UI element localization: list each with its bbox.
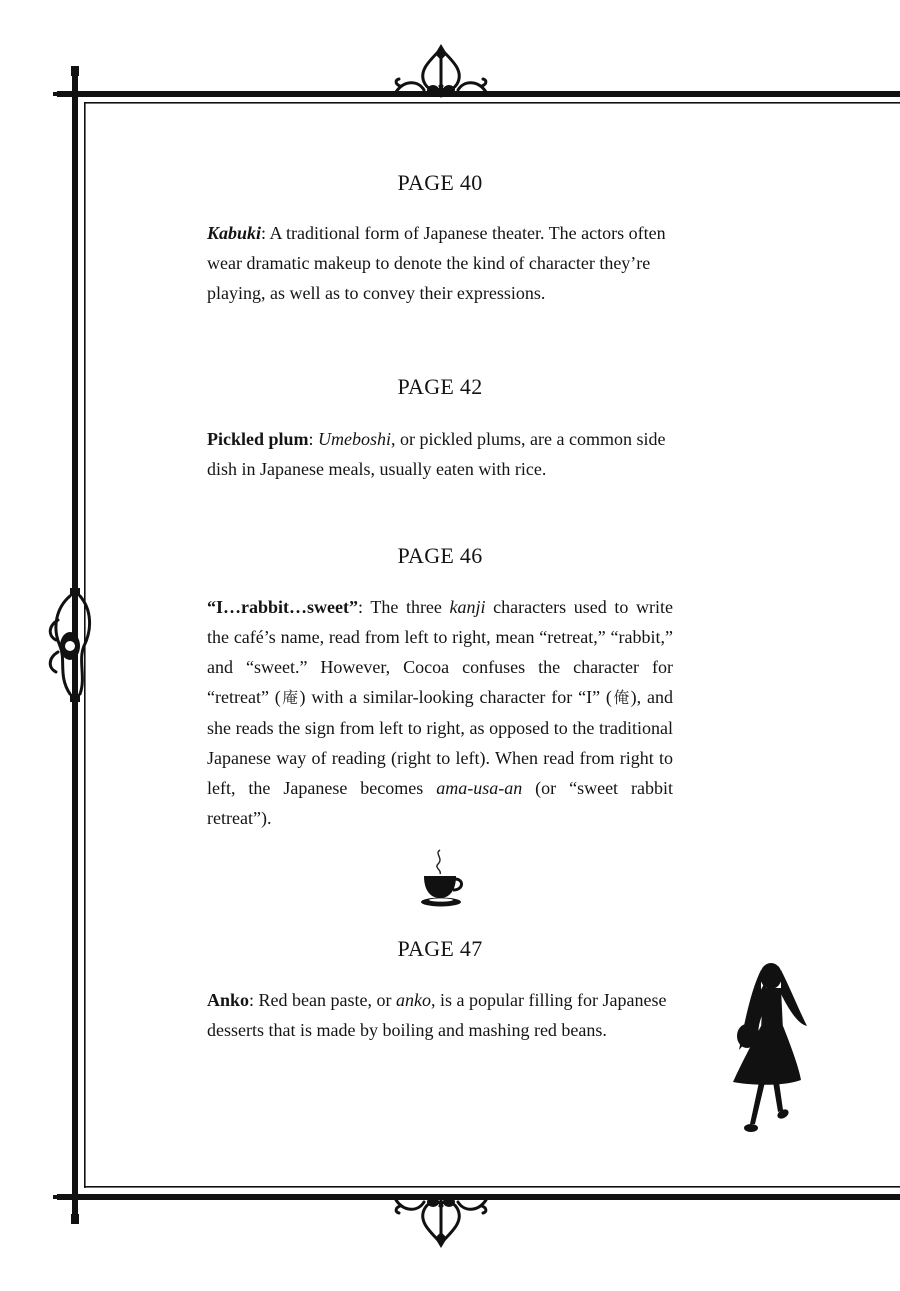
girl-silhouette-icon <box>725 960 815 1136</box>
page-heading-40: PAGE 40 <box>397 170 483 195</box>
entry-term: “I…rabbit…sweet” <box>207 597 358 617</box>
entry-term: Kabuki <box>207 223 262 243</box>
kanji-retreat: 庵 <box>280 688 300 707</box>
page-heading-47: PAGE 47 <box>397 936 483 961</box>
glossary-entry-anko: Anko: Red bean paste, or anko, is a popular filling for Japanese desserts that is made by boiling and mashing red beans. <box>207 990 667 1040</box>
entry-term: Pickled plum <box>207 429 309 449</box>
page-heading-42: PAGE 42 <box>397 374 483 399</box>
glossary-entry-kabuki: Kabuki: A traditional form of Japanese theater. The actors often wear dramatic makeup to denote the kind of character they’re playing, as well as to convey their expressions. <box>207 223 666 303</box>
glossary-entry-rabbit-sweet: “I…rabbit…sweet”: The three kanji characters used to write the café’s name, read from left to right, mean “retreat,” “rabbit,” and “sweet.” However, Cocoa confuses the character for “retreat” (庵) with a similar-looking character for “I” (俺), and she reads the sign from left to right, as opposed to the traditional Japanese way of reading (right to left). When read from right to left, the Japanese becomes ama-usa-an (or “sweet rabbit retreat”). <box>207 597 673 828</box>
page-heading-46: PAGE 46 <box>397 543 483 568</box>
entry-term: Anko <box>207 990 250 1010</box>
teacup-icon <box>416 848 468 910</box>
kanji-i: 俺 <box>611 688 631 707</box>
glossary-entry-pickled-plum: Pickled plum: Umeboshi, or pickled plums, are a common side dish in Japanese meals, usually eaten with rice. <box>207 429 666 479</box>
